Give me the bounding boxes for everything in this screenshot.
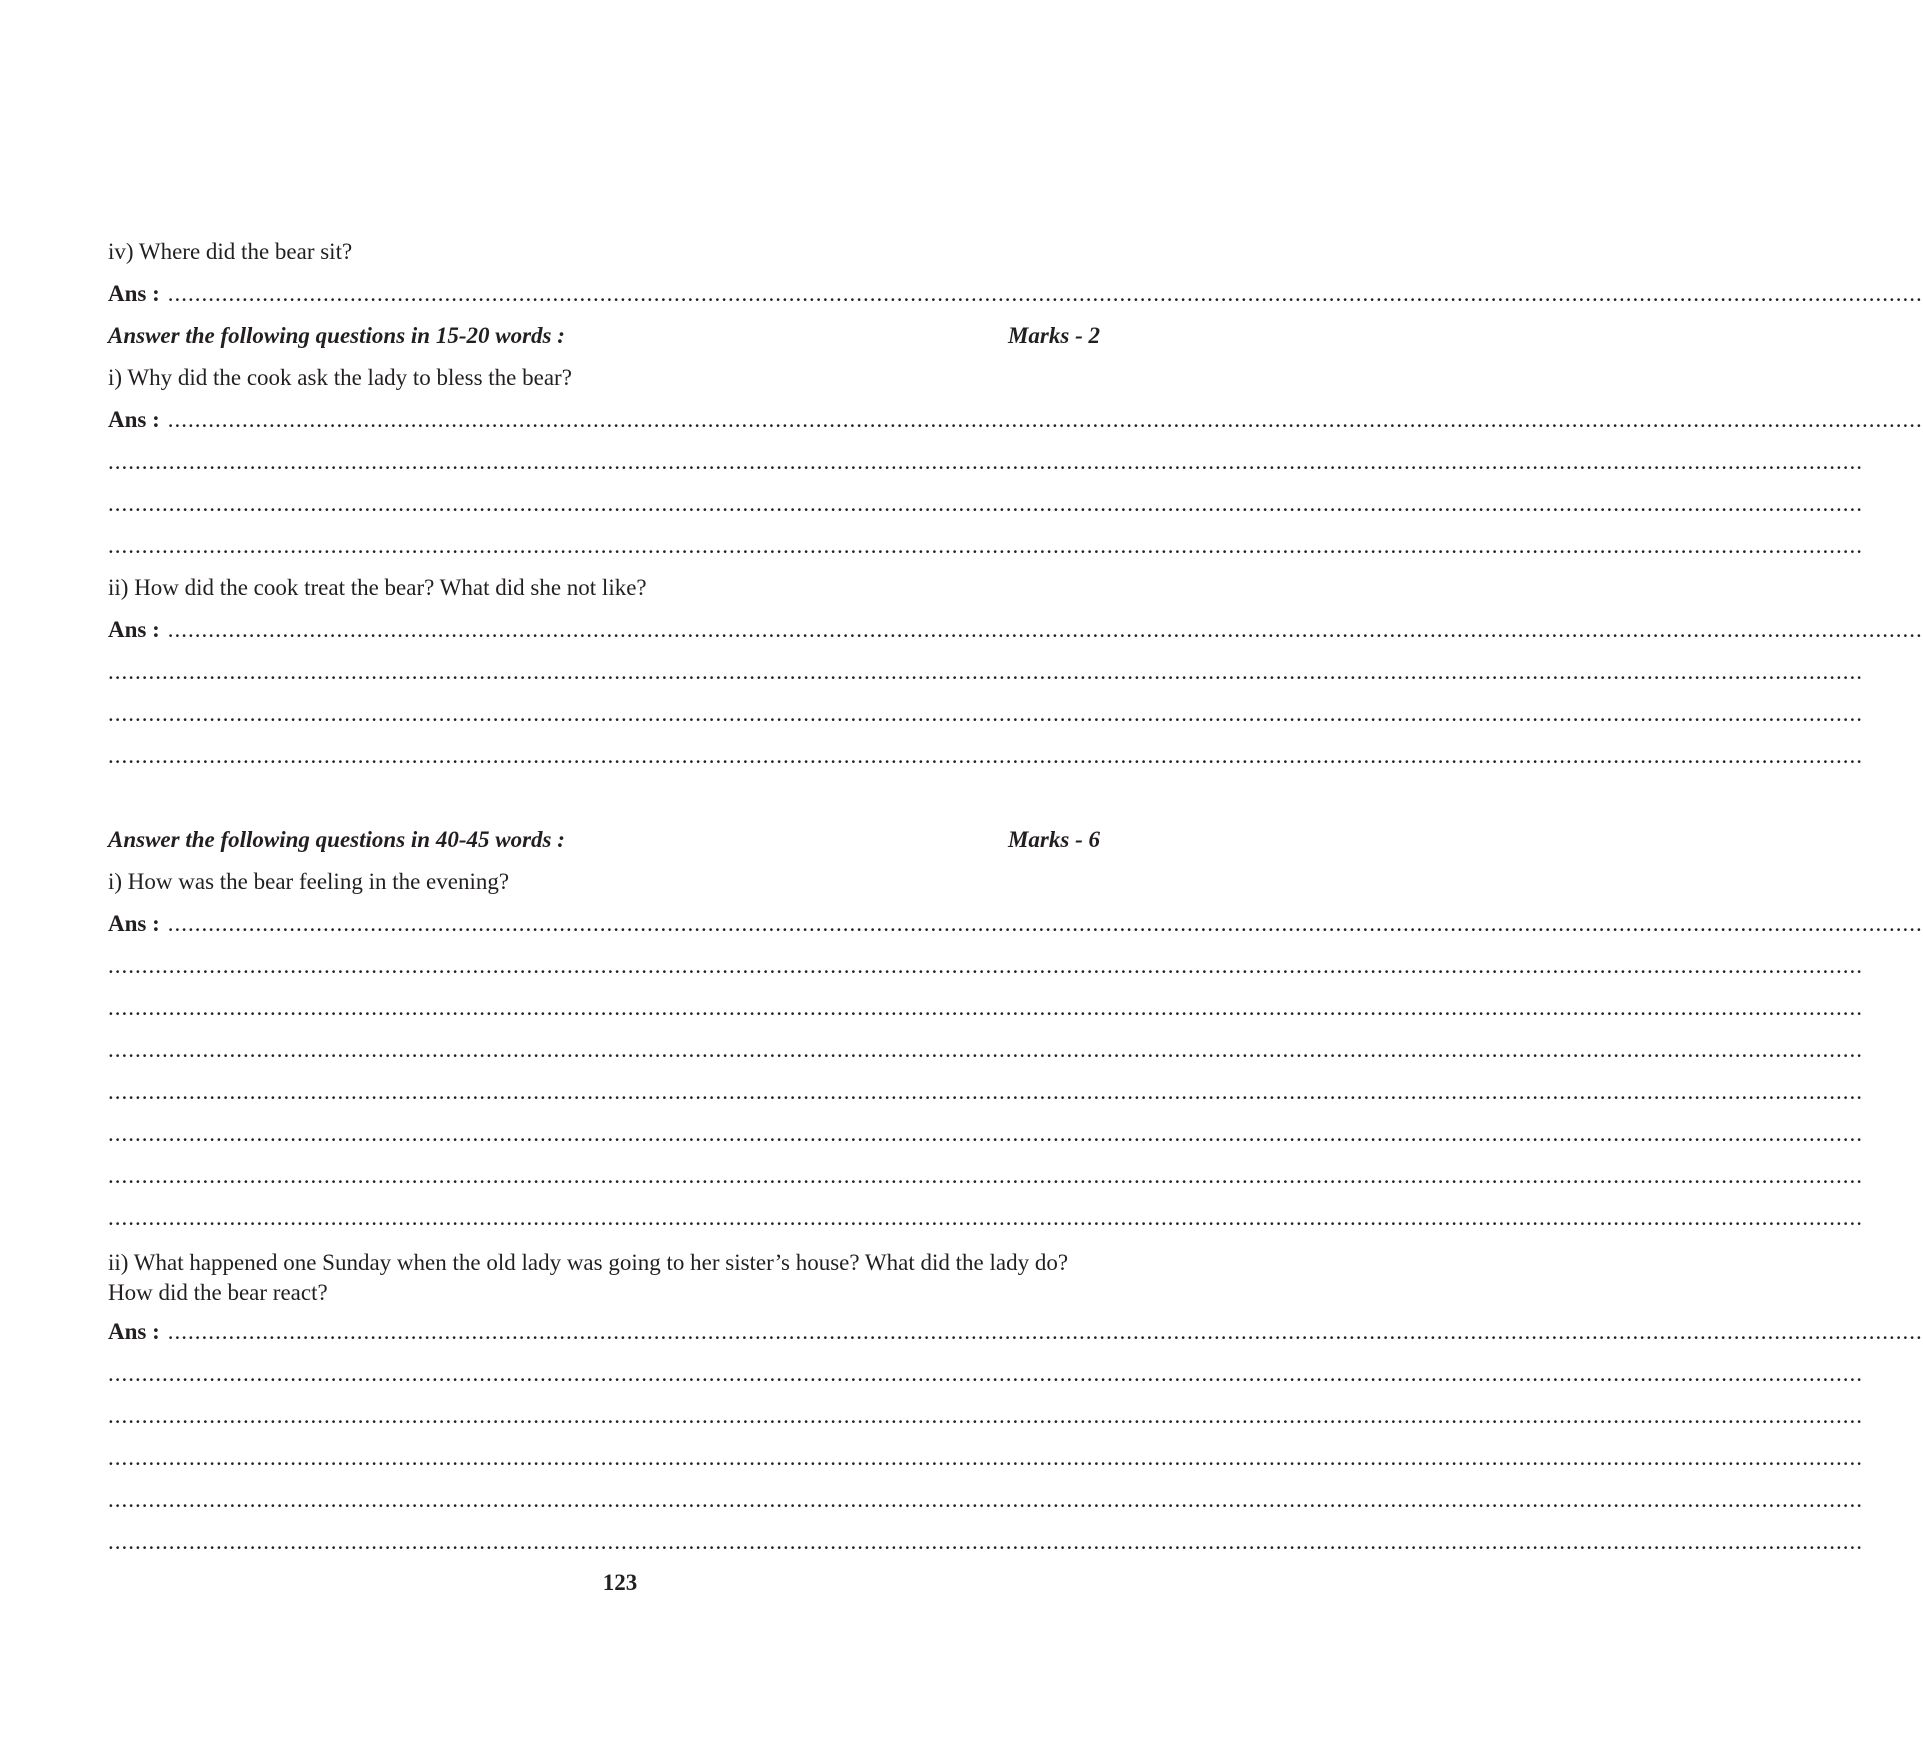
answer-line[interactable] bbox=[108, 1318, 1923, 1346]
dotted-answer-line[interactable]: .................................................................................................................................................................................................................................................................... bbox=[108, 533, 1863, 558]
dotted-answer-line[interactable]: .................................................................................................................................................................................................................................................................... bbox=[108, 1361, 1863, 1386]
section-heading-short bbox=[108, 322, 1100, 350]
dotted-answer-line[interactable]: .................................................................................................................................................................................................................................................................... bbox=[108, 491, 1863, 516]
dotted-answer-line: .................................................................................................................................................................................................................................................................... bbox=[167, 407, 1923, 432]
dotted-answer-line[interactable]: .................................................................................................................................................................................................................................................................... bbox=[108, 995, 1863, 1020]
dotted-answer-line[interactable]: .................................................................................................................................................................................................................................................................... bbox=[108, 1163, 1863, 1188]
question-a1: i) Why did the cook ask the lady to bless the bear? bbox=[108, 365, 572, 390]
marks-label: Marks - 2 bbox=[1007, 323, 1100, 348]
question-iv: iv) Where did the bear sit? bbox=[108, 239, 353, 264]
answer-line[interactable] bbox=[108, 616, 1923, 644]
dotted-answer-line: .................................................................................................................................................................................................................................................................... bbox=[167, 911, 1923, 936]
answer-line[interactable] bbox=[108, 406, 1923, 434]
ans-label: Ans : bbox=[108, 281, 160, 306]
dotted-answer-line[interactable]: .................................................................................................................................................................................................................................................................... bbox=[108, 1487, 1863, 1512]
dotted-answer-line: .................................................................................................................................................................................................................................................................... bbox=[167, 281, 1923, 306]
dotted-answer-line: .................................................................................................................................................................................................................................................................... bbox=[167, 617, 1923, 642]
dotted-answer-line[interactable]: .................................................................................................................................................................................................................................................................... bbox=[108, 701, 1863, 726]
dotted-answer-line[interactable]: .................................................................................................................................................................................................................................................................... bbox=[108, 1445, 1863, 1470]
answer-line[interactable] bbox=[108, 910, 1923, 938]
dotted-answer-line[interactable]: .................................................................................................................................................................................................................................................................... bbox=[108, 1403, 1863, 1428]
answer-line[interactable] bbox=[108, 280, 1923, 308]
question-b1: i) How was the bear feeling in the evening? bbox=[108, 869, 510, 894]
dotted-answer-line: .................................................................................................................................................................................................................................................................... bbox=[167, 1319, 1923, 1344]
section-heading-text: Answer the following questions in 15-20 words : bbox=[108, 323, 565, 348]
dotted-answer-line[interactable]: .................................................................................................................................................................................................................................................................... bbox=[108, 1037, 1863, 1062]
dotted-answer-line[interactable]: .................................................................................................................................................................................................................................................................... bbox=[108, 1121, 1863, 1146]
ans-label: Ans : bbox=[108, 617, 160, 642]
marks-label: Marks - 6 bbox=[1007, 827, 1100, 852]
dotted-answer-line[interactable]: .................................................................................................................................................................................................................................................................... bbox=[108, 743, 1863, 768]
page-number: 123 bbox=[602, 1570, 638, 1595]
section-heading-long bbox=[108, 826, 1100, 854]
ans-label: Ans : bbox=[108, 1319, 160, 1344]
dotted-answer-line[interactable]: .................................................................................................................................................................................................................................................................... bbox=[108, 1205, 1863, 1230]
dotted-answer-line[interactable]: .................................................................................................................................................................................................................................................................... bbox=[108, 659, 1863, 684]
dotted-answer-line[interactable]: .................................................................................................................................................................................................................................................................... bbox=[108, 1529, 1863, 1554]
dotted-answer-line[interactable]: .................................................................................................................................................................................................................................................................... bbox=[108, 953, 1863, 978]
dotted-answer-line[interactable]: .................................................................................................................................................................................................................................................................... bbox=[108, 449, 1863, 474]
ans-label: Ans : bbox=[108, 911, 160, 936]
ans-label: Ans : bbox=[108, 407, 160, 432]
question-b2: ii) What happened one Sunday when the old lady was going to her sister’s house? What did the lady do? How did the bear react? bbox=[108, 1250, 1069, 1305]
dotted-answer-line[interactable]: .................................................................................................................................................................................................................................................................... bbox=[108, 1079, 1863, 1104]
section-heading-text: Answer the following questions in 40-45 words : bbox=[108, 827, 565, 852]
question-a2: ii) How did the cook treat the bear? What did she not like? bbox=[108, 575, 647, 600]
